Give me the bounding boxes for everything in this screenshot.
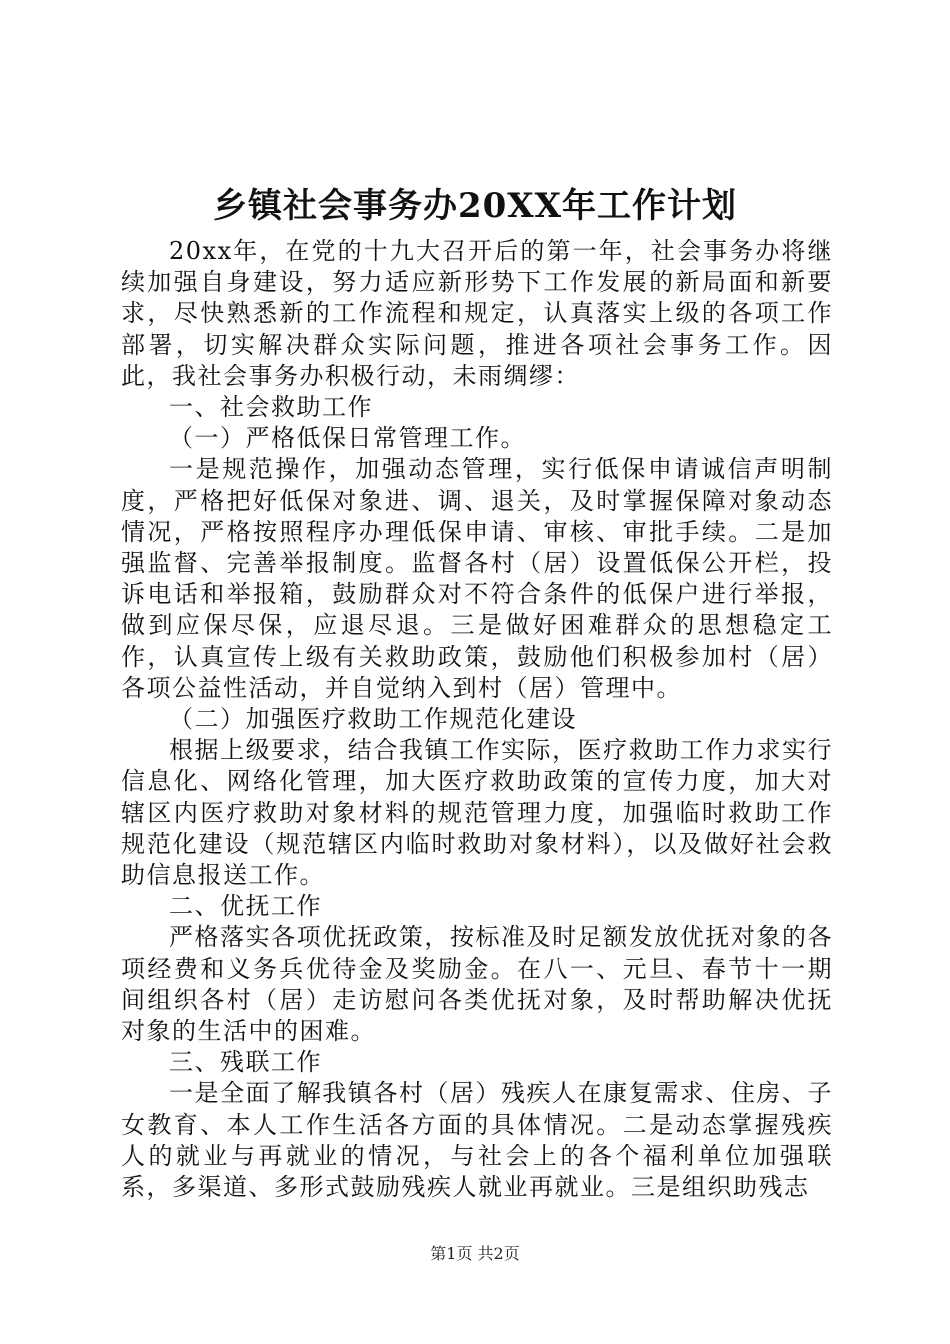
section-heading-social-assistance: 一、社会救助工作: [169, 393, 373, 422]
special-care-paragraph: 严格落实各项优抚政策，按标准及时足额发放优抚对象的各项经费和义务兵优待金及奖励金。在八一、元旦、春节十一期间组织各村（居）走访慰问各类优抚对象，及时帮助解决优抚对象的生活中的困难。: [121, 923, 833, 1046]
intro-paragraph: 20xx年，在党的十九大召开后的第一年，社会事务办将继续加强自身建设，努力适应新形势下工作发展的新局面和新要求，尽快熟悉新的工作流程和规定，认真落实上级的各项工作部署，切实解决群众实际问题，推进各项社会事务工作。因此，我社会事务办积极行动，未雨绸缪：: [121, 237, 833, 390]
subsection-heading-low-income: （一）严格低保日常管理工作。: [169, 424, 526, 453]
subsection-heading-medical-aid: （二）加强医疗救助工作规范化建设: [169, 705, 577, 734]
document-title: 乡镇社会事务办20XX年工作计划: [212, 186, 738, 226]
low-income-paragraph: 一是规范操作，加强动态管理，实行低保申请诚信声明制度，严格把好低保对象进、调、退关，及时掌握保障对象动态情况，严格按照程序办理低保申请、审核、审批手续。二是加强监督、完善举报制度。监督各村（居）设置低保公开栏，投诉电话和举报箱，鼓励群众对不符合条件的低保户进行举报，做到应保尽保，应退尽退。三是做好困难群众的思想稳定工作，认真宣传上级有关救助政策，鼓励他们积极参加村（居）各项公益性活动，并自觉纳入到村（居）管理中。: [121, 455, 833, 702]
disabled-federation-paragraph: 一是全面了解我镇各村（居）残疾人在康复需求、住房、子女教育、本人工作生活各方面的具体情况。二是动态掌握残疾人的就业与再就业的情况，与社会上的各个福利单位加强联系，多渠道、多形式鼓励残疾人就业再就业。三是组织助残志: [121, 1079, 833, 1202]
medical-aid-paragraph: 根据上级要求，结合我镇工作实际，医疗救助工作力求实行信息化、网络化管理，加大医疗救助政策的宣传力度，加大对辖区内医疗救助对象材料的规范管理力度，加强临时救助工作规范化建设（规范辖区内临时救助对象材料），以及做好社会救助信息报送工作。: [121, 736, 833, 890]
section-heading-special-care: 二、优抚工作: [169, 892, 322, 921]
section-heading-disabled-federation: 三、残联工作: [169, 1048, 322, 1077]
page-footer: 第1页 共2页: [430, 1244, 520, 1263]
document-body: [121, 236, 833, 1203]
